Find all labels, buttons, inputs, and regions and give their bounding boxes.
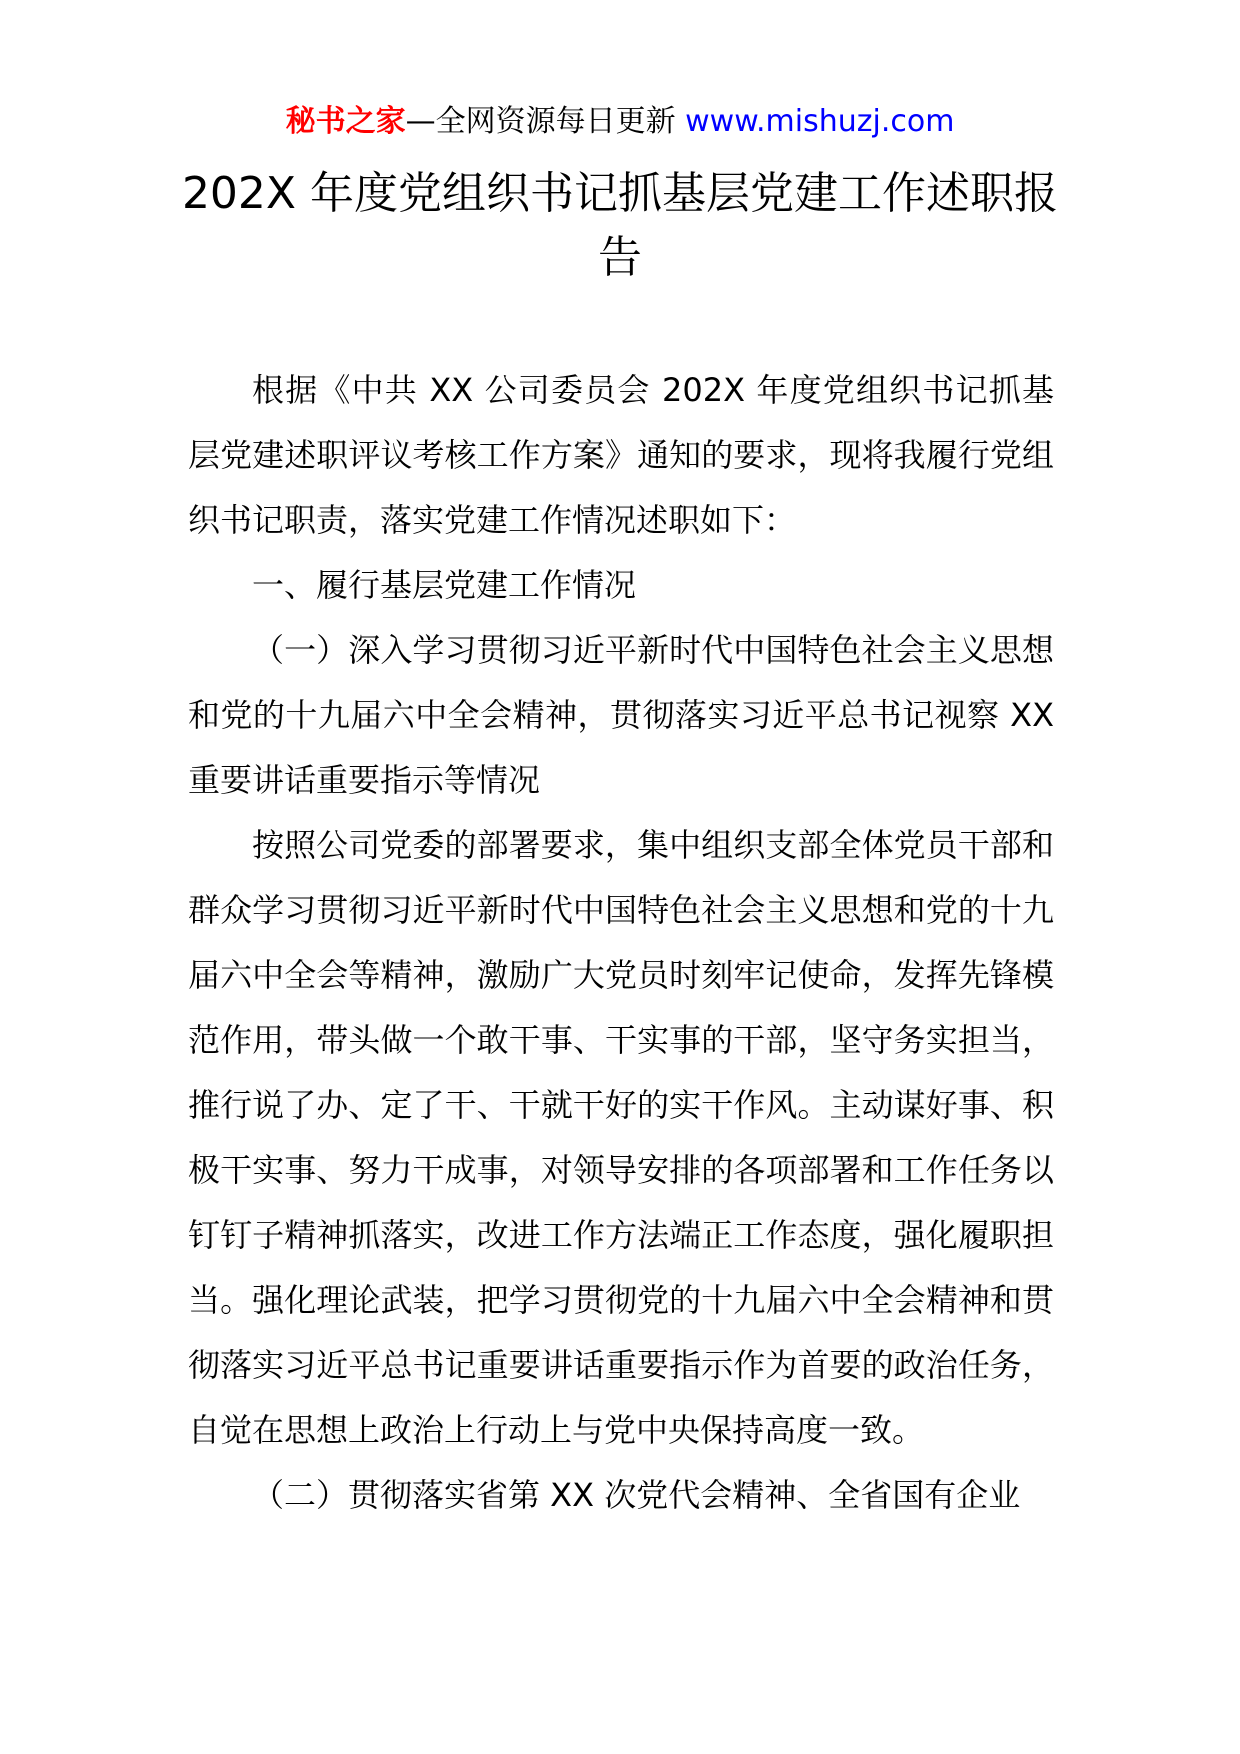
document-title: 202X 年度党组织书记抓基层党建工作述职报告 [181, 168, 1059, 283]
brand-name: 秘书之家 [285, 104, 406, 139]
header-tagline: —全网资源每日更新 [405, 104, 676, 139]
site-url-link[interactable]: www.mishuzj.com [685, 104, 955, 139]
subsection-heading: （二）贯彻落实省第 XX 次党代会精神、全省国有企业 [252, 1476, 1021, 1514]
site-header [0, 100, 1240, 144]
body-paragraph: 按照公司党委的部署要求，集中组织支部全体党员干部和群众学习贯彻习近平新时代中国特色社会主义思想和党的十九届六中全会等精神，激励广大党员时刻牢记使命，发挥先锋模范作用，带头做一个敢干事、干实事的干部，坚守务实担当，推行说了办、定了干、干就干好的实干作风。主动谋好事、积极干实事、努力干成事，对领导安排的各项部署和工作任务以钉钉子精神抓落实，改进工作方法端正工作态度，强化履职担当。强化理论武装，把学习贯彻党的十九届六中全会精神和贯彻落实习近平总书记重要讲话重要指示作为首要的政治任务，自觉在思想上政治上行动上与党中央保持高度一致。 [188, 826, 1054, 1449]
intro-paragraph: 根据《中共 XX 公司委员会 202X 年度党组织书记抓基层党建述职评议考核工作方案》通知的要求，现将我履行党组织书记职责，落实党建工作情况述职如下： [188, 371, 1054, 539]
subsection-heading: （一）深入学习贯彻习近平新时代中国特色社会主义思想和党的十九届六中全会精神，贯彻落实习近平总书记视察 XX 重要讲话重要指示等情况 [188, 631, 1054, 799]
section-heading: 一、履行基层党建工作情况 [252, 566, 637, 604]
document-body [188, 358, 1054, 1528]
